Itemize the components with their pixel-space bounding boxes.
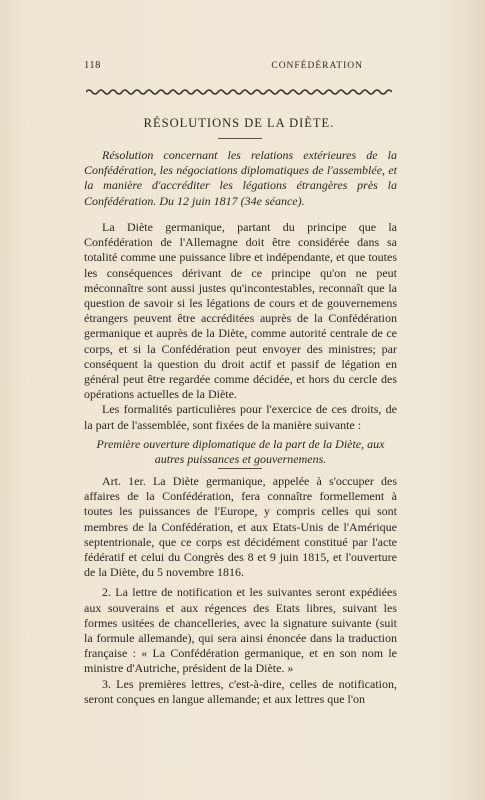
body-part-1 xyxy=(84,220,397,433)
section-title: RÉSOLUTIONS DE LA DIÈTE. xyxy=(143,116,335,130)
page-number: 118 xyxy=(84,60,101,71)
page-header xyxy=(84,60,385,71)
subsection-divider xyxy=(218,468,262,469)
body-part-2 xyxy=(84,474,397,707)
subsection-title: Première ouverture diplomatique de la part de la Diète, aux autres puissances et gouvernemens. xyxy=(96,437,385,467)
title-divider xyxy=(218,138,262,139)
ornamental-rule xyxy=(86,88,392,96)
resolution-heading xyxy=(84,148,397,209)
running-title: CONFÉDÉRATION xyxy=(271,61,363,71)
resolution-heading-text: Résolution concernant les relations extérieures de la Confédération, les négociations diplomatiques de l'assemblée, et la manière d'accréditer les légations étrangères près la Confédération. Du 12 juin 1817 (34e séance). xyxy=(84,148,397,208)
article-paragraph: 2. La lettre de notification et les suivantes seront expédiées aux souverains et aux régences des Etats libres, suivant les formes usitées de chancelleries, avec la signature suivante (suit la formule allemande), qui sera ainsi énoncée dans la traduction française : « La Confédération germanique, et en son nom le ministre d'Autriche, président de la Diète. » xyxy=(84,585,397,676)
paragraph: Les formalités particulières pour l'exercice de ces droits, de la part de l'assemblée, sont fixées de la manière suivante : xyxy=(84,402,397,432)
paragraph: La Diète germanique, partant du principe que la Confédération de l'Allemagne doit être considérée dans sa totalité comme une puissance libre et indépendante, et que toutes les conséquences dérivant de ce principe qu'on ne peut méconnaître sont aussi justes qu'incontestables, reconnaît que la question de savoir si les légations de cours et de gouvernemens étrangers peuvent être accréditées auprès de la Confédération germanique et auprès de la Diète, comme autorité centrale de ce corps, et si la Confédération peut envoyer des ministres; par conséquent la question du droit actif et passif de légation en général peut être regardée comme décidée, et hors du cercle des opérations actuelles de la Diète. xyxy=(84,220,397,402)
article-paragraph: Art. 1er. La Diète germanique, appelée à s'occuper des affaires de la Confédération, fera connaître formellement à toutes les puissances de l'Europe, y compris celles qui sont membres de la Confédération, et aux Etats-Unis de l'Amérique septentrionale, que ce corps est décidément constitué par l'acte fédératif et celui du Congrès des 8 et 9 juin 1815, et l'ouverture de la Diète, du 5 novembre 1816. xyxy=(84,474,397,580)
article-paragraph: 3. Les premières lettres, c'est-à-dire, celles de notification, seront conçues en langue allemande; et aux lettres que l'on xyxy=(84,676,397,706)
